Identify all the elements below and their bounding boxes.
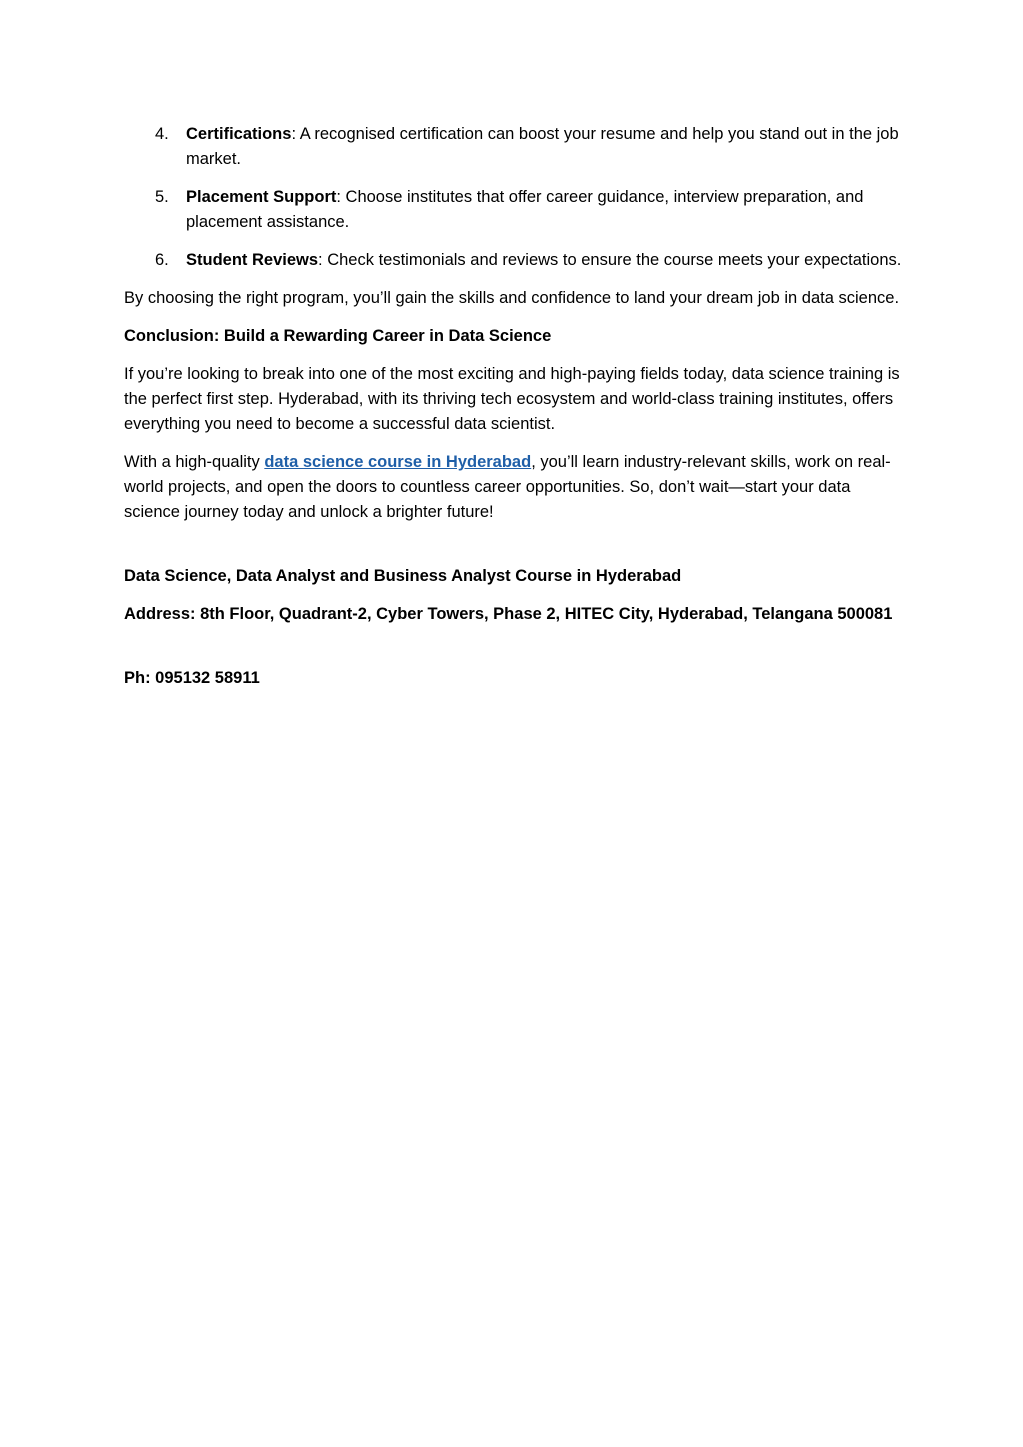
document-page (124, 122, 904, 704)
list-item-text: : Check testimonials and reviews to ensure the course meets your expectations. (318, 251, 902, 269)
address: Address: 8th Floor, Quadrant-2, Cyber Towers, Phase 2, HITEC City, Hyderabad, Telangana 500081 (124, 605, 893, 623)
course-title: Data Science, Data Analyst and Business Analyst Course in Hyderabad (124, 567, 682, 585)
spacer (124, 640, 904, 666)
paragraph-course (124, 450, 904, 525)
list-item (124, 248, 904, 273)
paragraph-course-before: With a high-quality (124, 453, 265, 471)
list-item (124, 185, 904, 235)
phone: Ph: 095132 58911 (124, 669, 260, 687)
criteria-list (124, 122, 904, 273)
paragraph-program: By choosing the right program, you’ll gain the skills and confidence to land your dream job in data science. (124, 289, 900, 307)
list-item-term: Student Reviews (186, 251, 319, 269)
conclusion-heading: Conclusion: Build a Rewarding Career in Data Science (124, 327, 552, 345)
paragraph-intro: If you’re looking to break into one of the most exciting and high-paying fields today, data science training is the perfect first step. Hyderabad, with its thriving tech ecosystem and world-class training institutes, offers everything you need to become a successful data scientist. (124, 365, 900, 433)
list-item-text: : Choose institutes that offer career guidance, interview preparation, and placement assistance. (186, 188, 864, 231)
list-item-text: : A recognised certification can boost your resume and help you stand out in the job market. (186, 125, 899, 168)
list-item-number: 5. (155, 188, 169, 206)
spacer (124, 538, 904, 564)
list-item-term: Placement Support (186, 188, 337, 206)
list-item-term: Certifications (186, 125, 292, 143)
list-item-number: 6. (155, 251, 169, 269)
course-link[interactable]: data science course in Hyderabad (264, 453, 532, 471)
paragraph-course-after: , you’ll learn industry-relevant skills, work on real-world projects, and open the doors to countless career opportunities. So, don’t wait—start your data science journey today and unlock a brighter future! (124, 453, 891, 521)
list-item-number: 4. (155, 125, 169, 143)
list-item (124, 122, 904, 172)
